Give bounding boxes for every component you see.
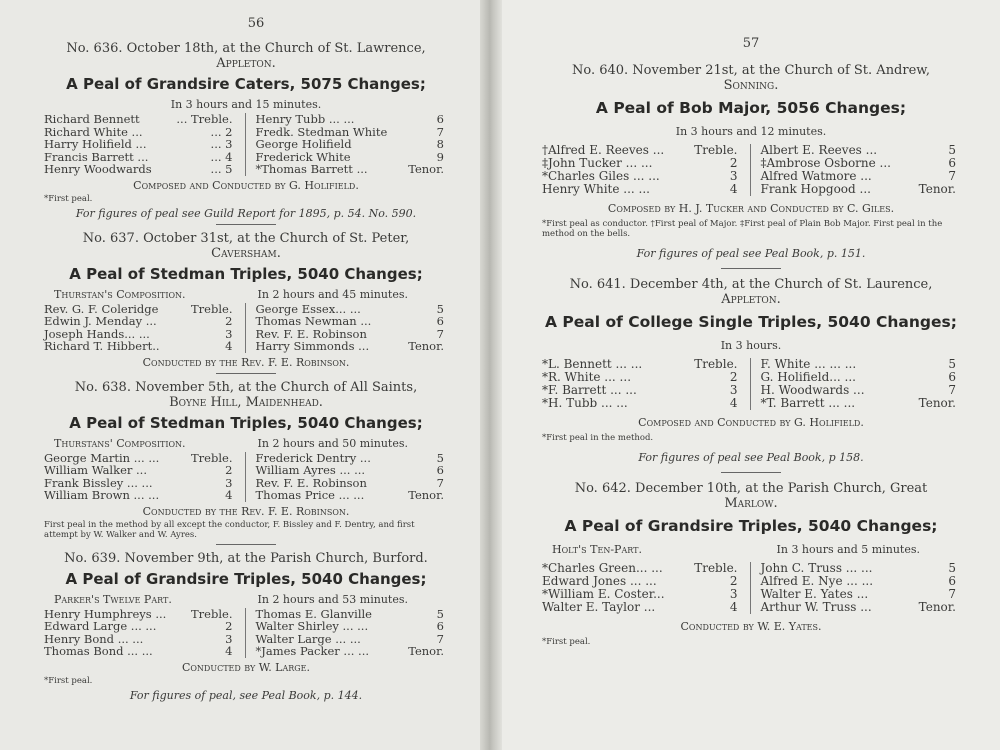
ringers-table — [542, 562, 960, 614]
ringer-name: F. White ... ... ... — [760, 357, 857, 371]
bell-position: 3 — [729, 169, 738, 183]
peal-entry — [44, 380, 448, 540]
bell-position: 2 — [729, 370, 738, 384]
ringer-row — [256, 340, 449, 353]
bell-position: 2 — [225, 314, 233, 328]
section-divider — [721, 472, 781, 473]
peal-heading: No. 642. December 10th, at the Parish Church, Great — [574, 481, 928, 496]
bell-position: 5 — [436, 450, 444, 465]
ringer-row — [542, 397, 742, 410]
bell-position: Tenor. — [408, 644, 444, 658]
bell-position: 5 — [436, 606, 444, 621]
conductor-line: Composed and Conducted by G. Holifield. — [133, 178, 359, 192]
bell-position: 4 — [729, 600, 738, 614]
peal-entry — [44, 231, 448, 369]
bell-position: 4 — [729, 182, 738, 196]
bell-position: 2 — [225, 463, 233, 477]
ringer-name: George Holifield — [255, 137, 352, 151]
left-page — [0, 0, 490, 750]
bell-position: 2 — [729, 156, 738, 170]
figures-reference: For figures of peal, see Peal Book, p. 144. — [129, 688, 363, 702]
peal-title: A Peal of Grandsire Caters, 5075 Changes; — [66, 75, 426, 93]
ringer-name: *F. Barrett ... ... — [542, 383, 637, 397]
bell-position: 4 — [225, 644, 233, 658]
ringer-row — [44, 163, 237, 176]
bell-position: Treble. — [191, 450, 233, 465]
ringer-name: Richard White ... — [44, 124, 143, 139]
peal-location: Appleton. — [216, 56, 276, 71]
bell-position: Treble. — [191, 606, 233, 621]
ringer-name: *James Packer ... ... — [255, 644, 370, 658]
peal-title: A Peal of Stedman Triples, 5040 Changes; — [69, 413, 423, 432]
bell-position: 7 — [948, 383, 956, 397]
ringers-column-left — [44, 303, 246, 353]
bell-position: Treble. — [694, 143, 738, 157]
bell-position: 3 — [225, 631, 233, 646]
ringer-name: Francis Barrett ... — [44, 149, 149, 164]
figures-reference: For figures of peal see Guild Report for 1895, p. 54. No. 590. — [75, 206, 417, 220]
footnote: *First peal. — [44, 675, 93, 686]
ringer-row — [256, 113, 449, 126]
peal-entry — [542, 277, 960, 464]
section-divider — [216, 544, 276, 545]
bell-position: 7 — [436, 326, 444, 341]
composition-name: Thurstans' Composition. — [54, 436, 186, 450]
ringer-name: Henry White ... ... — [542, 182, 650, 196]
bell-position: 8 — [436, 137, 444, 151]
bell-position: 2 — [729, 574, 738, 588]
ringer-row — [44, 113, 237, 126]
bell-position: 6 — [948, 370, 956, 384]
ringer-name: Walter E. Yates ... — [760, 587, 869, 601]
ringer-name: Alfred Watmore ... — [760, 169, 872, 183]
bell-position: Tenor. — [918, 600, 956, 614]
peal-entry — [44, 551, 448, 702]
ringer-name: William Ayres ... ... — [255, 463, 366, 477]
footnote: First peal in the method by all except the conductor, F. Bissley and F. Dentry, and first attempt by W. Walker and W. Ayres. — [44, 519, 415, 540]
ringer-name: Arthur W. Truss ... — [760, 600, 872, 614]
ringer-row — [44, 645, 237, 658]
footnote: *First peal. — [542, 637, 591, 647]
ringer-name: Edward Large ... ... — [44, 619, 157, 633]
conductor-line: Composed by H. J. Tucker and Conducted by C. Giles. — [607, 202, 895, 215]
ringer-row — [256, 489, 449, 502]
ringer-name: Frank Hopgood ... — [760, 182, 871, 196]
bell-position: 4 — [225, 339, 233, 353]
bell-position: 5 — [948, 561, 956, 575]
ringer-name: Richard Bennett — [44, 112, 140, 126]
ringer-name: Thomas Newman ... — [255, 314, 372, 328]
ringers-column-right — [751, 144, 961, 196]
ringer-name: Richard T. Hibbert.. — [44, 339, 160, 353]
ringer-name: William Brown ... ... — [44, 488, 160, 502]
section-divider — [216, 224, 276, 225]
ringer-row — [256, 464, 449, 477]
composition-row — [44, 288, 448, 301]
ringer-name: *H. Tubb ... ... — [542, 396, 628, 410]
bell-position: 9 — [436, 149, 444, 164]
ringers-column-right — [246, 452, 449, 502]
bell-position: Tenor. — [408, 162, 444, 176]
composition-row — [542, 543, 960, 556]
ringers-column-right — [751, 358, 961, 410]
peal-entry — [44, 41, 448, 220]
bell-position: 5 — [436, 301, 444, 316]
ringer-name: *Thomas Barrett ... — [255, 162, 368, 176]
ringers-column-left — [44, 608, 246, 658]
peal-location: Caversham. — [211, 245, 281, 261]
peal-heading: No. 640. November 21st, at the Church of St. Andrew, — [571, 63, 931, 78]
ringer-name: Frederick Dentry ... — [255, 450, 371, 465]
ringer-name: George Essex... ... — [255, 301, 361, 316]
conductor-line: Conducted by the Rev. F. E. Robinson. — [142, 504, 350, 518]
bell-position: 6 — [436, 314, 444, 328]
figures-reference: For figures of peal see Peal Book, p 158. — [638, 451, 864, 464]
section-divider — [216, 373, 276, 374]
ringer-name: H. Woodwards ... — [760, 383, 865, 397]
ringer-name: *Charles Giles ... ... — [542, 169, 660, 183]
peal-entry — [542, 481, 960, 647]
composition-row — [44, 437, 448, 450]
peal-duration: In 2 hours and 50 minutes. — [257, 436, 408, 450]
ringer-row — [256, 620, 449, 633]
ringer-name: †Alfred E. Reeves ... — [542, 143, 665, 157]
ringers-column-left — [44, 113, 246, 176]
bell-position: 5 — [948, 143, 956, 157]
composition-row — [44, 593, 448, 606]
ringer-name: Frank Bissley ... ... — [44, 475, 153, 490]
conductor-line: Conducted by the Rev. F. E. Robinson. — [142, 355, 350, 369]
peal-heading: No. 641. December 4th, at the Church of St. Laurence, — [569, 277, 933, 292]
ringer-row — [44, 489, 237, 502]
peal-location: Marlow. — [724, 496, 778, 511]
ringer-name: Thomas Bond ... ... — [44, 644, 153, 658]
ringer-row — [256, 645, 449, 658]
bell-position: ... 5 — [210, 162, 233, 176]
ringer-row — [44, 464, 237, 477]
peal-heading: No. 636. October 18th, at the Church of St. Lawrence, — [66, 41, 426, 56]
bell-position: ... 2 — [210, 124, 233, 139]
ringers-column-left — [542, 144, 751, 196]
ringer-row — [256, 315, 449, 328]
right-page — [490, 0, 1000, 750]
peal-duration: In 3 hours. — [720, 339, 782, 352]
ringer-name: *T. Barrett ... ... — [760, 396, 856, 410]
ringer-name: ‡John Tucker ... ... — [542, 156, 653, 170]
ringer-name: Joseph Hands... ... — [44, 326, 150, 341]
peal-title: A Peal of Bob Major, 5056 Changes; — [595, 99, 907, 117]
ringer-row — [44, 315, 237, 328]
page-number: 56 — [247, 16, 265, 31]
ringer-name: Albert E. Reeves ... — [760, 143, 878, 157]
ringer-name: Thomas E. Glanville — [255, 606, 372, 621]
figures-reference: For figures of peal see Peal Book, p. 151. — [636, 247, 866, 260]
bell-position: 6 — [436, 112, 444, 126]
ringers-column-right — [246, 303, 449, 353]
bell-position: 7 — [436, 124, 444, 139]
peal-entry — [542, 63, 960, 260]
composition-name: Holt's Ten-Part. — [552, 543, 642, 556]
peal-title: A Peal of Grandsire Triples, 5040 Changes; — [65, 569, 427, 588]
peal-title: A Peal of College Single Triples, 5040 Changes; — [545, 313, 957, 331]
ringer-row — [44, 620, 237, 633]
bell-position: 4 — [729, 396, 738, 410]
peal-entries — [44, 41, 448, 702]
bell-position: 7 — [436, 631, 444, 646]
composition-name: Thurstan's Composition. — [54, 287, 186, 301]
bell-position: 3 — [729, 383, 738, 397]
peal-duration: In 3 hours and 15 minutes. — [170, 98, 322, 111]
ringers-table — [44, 113, 448, 176]
ringers-table — [542, 358, 960, 410]
ringer-row — [256, 138, 449, 151]
ringer-row — [761, 601, 961, 614]
peal-title: A Peal of Stedman Triples, 5040 Changes; — [69, 264, 423, 283]
peal-duration: In 2 hours and 45 minutes. — [257, 287, 408, 301]
ringers-table — [44, 452, 448, 502]
bell-position: Treble. — [694, 357, 738, 371]
bell-position: 4 — [225, 488, 233, 502]
conductor-line: Conducted by W. E. Yates. — [680, 620, 822, 633]
ringers-table — [44, 303, 448, 353]
bell-position: Tenor. — [408, 339, 444, 353]
ringers-column-right — [751, 562, 961, 614]
ringer-row — [256, 163, 449, 176]
ringer-name: *Charles Green... ... — [542, 561, 663, 575]
ringer-name: Rev. F. E. Robinson — [255, 475, 367, 490]
ringer-name: Thomas Price ... ... — [255, 488, 365, 502]
footnote: *First peal as conductor. †First peal of Major. ‡First peal of Plain Bob Major. First peal in the method on the bells. — [542, 219, 943, 239]
ringer-name: Walter Large ... ... — [255, 631, 361, 646]
bell-position: Treble. — [694, 561, 738, 575]
conductor-line: Composed and Conducted by G. Holifield. — [638, 416, 864, 429]
peal-heading: No. 638. November 5th, at the Church of All Saints, — [74, 379, 418, 395]
ringer-name: Henry Woodwards — [44, 162, 152, 176]
ringers-column-left — [542, 562, 751, 614]
ringer-name: G. Holifield... ... — [760, 370, 856, 384]
ringer-row — [761, 183, 961, 196]
bell-position: 6 — [436, 619, 444, 633]
bell-position: 7 — [948, 587, 956, 601]
bell-position: 2 — [225, 619, 233, 633]
ringer-name: Rev. G. F. Coleridge — [44, 301, 159, 316]
footnote: *First peal. — [44, 193, 93, 204]
bell-position: ... Treble. — [176, 112, 233, 126]
ringers-column-right — [246, 608, 449, 658]
peal-heading: No. 637. October 31st, at the Church of St. Peter, — [82, 230, 410, 246]
bell-position: 6 — [436, 463, 444, 477]
bell-position: Tenor. — [918, 396, 956, 410]
ringer-name: Henry Bond ... ... — [44, 631, 144, 646]
ringers-column-left — [44, 452, 246, 502]
ringer-name: George Martin ... ... — [44, 450, 160, 465]
bell-position: Treble. — [191, 301, 233, 316]
ringer-name: William Walker ... — [44, 463, 147, 477]
ringer-name: *L. Bennett ... ... — [542, 357, 643, 371]
bell-position: Tenor. — [408, 488, 444, 502]
section-divider — [721, 268, 781, 269]
ringers-table — [44, 608, 448, 658]
ringer-name: *R. White ... ... — [542, 370, 632, 384]
peal-entries — [542, 63, 960, 647]
ringer-name: Edwin J. Menday ... — [44, 314, 157, 328]
book-gutter — [480, 0, 502, 750]
bell-position: 6 — [948, 574, 956, 588]
peal-duration: In 3 hours and 5 minutes. — [776, 543, 920, 556]
ringer-name: Henry Tubb ... ... — [255, 112, 355, 126]
ringer-row — [542, 183, 742, 196]
bell-position: 3 — [225, 326, 233, 341]
ringer-name: Harry Holifield ... — [44, 137, 147, 151]
ringer-name: Fredk. Stedman White — [255, 124, 388, 139]
ringer-name: Edward Jones ... ... — [542, 574, 657, 588]
bell-position: 5 — [948, 357, 956, 371]
peal-heading: No. 639. November 9th, at the Parish Church, Burford. — [64, 550, 428, 566]
bell-position: 7 — [436, 475, 444, 490]
bell-position: ... 3 — [210, 137, 233, 151]
peal-title: A Peal of Grandsire Triples, 5040 Changes; — [564, 517, 938, 535]
peal-duration: In 2 hours and 53 minutes. — [257, 592, 408, 606]
ringer-name: *William E. Coster... — [542, 587, 665, 601]
bell-position: ... 4 — [210, 149, 233, 164]
footnote: *First peal in the method. — [542, 433, 654, 443]
ringer-row — [761, 397, 961, 410]
conductor-line: Conducted by W. Large. — [181, 660, 311, 674]
ringer-name: Harry Simmonds ... — [255, 339, 370, 353]
ringer-row — [44, 138, 237, 151]
ringer-name: Alfred E. Nye ... ... — [760, 574, 874, 588]
ringer-name: Frederick White — [255, 149, 351, 164]
peal-location: Appleton. — [721, 292, 781, 307]
ringer-row — [542, 601, 742, 614]
peal-location: Sonning. — [723, 78, 779, 93]
composition-name: Parker's Twelve Part. — [54, 592, 172, 606]
bell-position: 6 — [948, 156, 956, 170]
bell-position: Tenor. — [918, 182, 956, 196]
peal-location: Boyne Hill, Maidenhead. — [169, 394, 323, 410]
ringers-column-left — [542, 358, 751, 410]
bell-position: 3 — [729, 587, 738, 601]
ringer-name: John C. Truss ... ... — [760, 561, 873, 575]
ringer-name: Henry Humphreys ... — [44, 606, 167, 621]
peal-duration: In 3 hours and 12 minutes. — [675, 125, 827, 138]
ringer-name: ‡Ambrose Osborne ... — [760, 156, 891, 170]
ringer-name: Rev. F. E. Robinson — [255, 326, 367, 341]
ringer-row — [44, 340, 237, 353]
ringer-name: Walter Shirley ... ... — [255, 619, 369, 633]
bell-position: 7 — [948, 169, 956, 183]
page-number: 57 — [742, 36, 760, 51]
ringer-name: Walter E. Taylor ... — [542, 600, 656, 614]
ringers-table — [542, 144, 960, 196]
ringers-column-right — [246, 113, 449, 176]
bell-position: 3 — [225, 475, 233, 490]
